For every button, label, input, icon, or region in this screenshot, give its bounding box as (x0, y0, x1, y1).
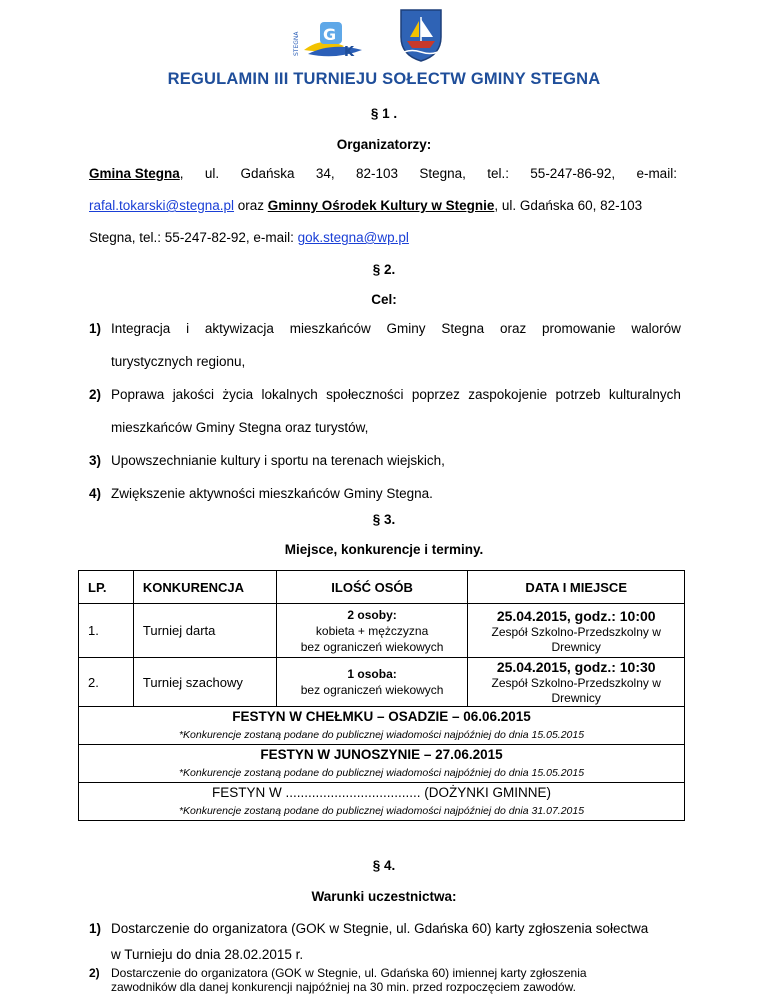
th-lp: LP. (79, 571, 134, 604)
item-continuation: turystycznych regionu, (111, 354, 246, 369)
item-number: 2) (89, 387, 102, 402)
cell-data-miejsce: 25.04.2015, godz.: 10:30 Zespół Szkolno-Przedszkolny w Drewnicy (468, 658, 685, 707)
address-tail: , ul. Gdańska 60, 82-103 (494, 198, 643, 213)
organizers-line-2 (89, 198, 689, 213)
festyn-cell (79, 707, 685, 745)
competitions-table (78, 570, 685, 821)
th-data-miejsce: DATA I MIEJSCE (468, 571, 685, 604)
festyn-cell (79, 783, 685, 821)
email-link-tokarski[interactable]: rafal.tokarski@stegna.pl (89, 198, 235, 213)
cell-ilosc: 1 osoba: bez ograniczeń wiekowych (276, 658, 468, 707)
item-text: Upowszechnianie kultury i sportu na terenach wiejskich, (111, 453, 445, 468)
item-number: 4) (89, 486, 102, 501)
festyn-note: *Konkurencje zostaną podane do publicznej wiadomości najpóźniej do dnia 31.07.2015 (178, 805, 585, 817)
goal-item-1: 1) Integracja i aktywizacja mieszkańców Gminy Stegna oraz promowanie walorów turystycznych regionu, (89, 312, 681, 378)
festyn-row (79, 745, 685, 783)
festyn-note: *Konkurencje zostaną podane do publicznej wiadomości najpóźniej do dnia 15.05.2015 (178, 767, 585, 779)
section-4-subtitle: Warunki uczestnictwa: (311, 889, 457, 904)
festyn-row (79, 783, 685, 821)
header-logos (0, 4, 768, 66)
contact-text: Stegna, tel.: 55-247-82-92, e-mail: (89, 230, 298, 245)
cell-konkurencja: Turniej szachowy (133, 658, 276, 707)
section-1-header: § 1 . (370, 106, 398, 121)
item-text: Dostarczenie do organizatora (GOK w Stegnie, ul. Gdańska 60) karty zgłoszenia sołectwa (111, 921, 649, 936)
stegna-coat-of-arms (398, 7, 444, 63)
svg-text:K: K (344, 45, 355, 60)
goal-item-4 (89, 477, 681, 510)
festyn-note: *Konkurencje zostaną podane do publicznej wiadomości najpóźniej do dnia 15.05.2015 (178, 729, 585, 741)
word: 82-103 (355, 166, 398, 181)
item-number: 2) (89, 966, 100, 980)
item-number: 1) (89, 321, 102, 336)
section-1-subtitle: Organizatorzy: (336, 137, 432, 152)
word: oraz (234, 198, 268, 213)
cell-lp: 1. (79, 604, 134, 658)
document-title: REGULAMIN III TURNIEJU SOŁECTW GMINY STEGNA (167, 70, 601, 88)
cell-data-miejsce: 25.04.2015, godz.: 10:00 Zespół Szkolno-Przedszkolny w Drewnicy (468, 604, 685, 658)
section-4-header: § 4. (372, 858, 396, 873)
word: 55-247-86-92, (530, 166, 616, 181)
item-number: 3) (89, 453, 102, 468)
email-link-gok[interactable]: gok.stegna@wp.pl (297, 230, 409, 245)
festyn-row (79, 707, 685, 745)
condition-item-1-cont (89, 942, 681, 968)
item-text: Dostarczenie do organizatora (GOK w Stegnie, ul. Gdańska 60) imiennej karty zgłoszenia (111, 966, 587, 980)
organizers-line-3 (89, 230, 679, 245)
cell-lp: 2. (79, 658, 134, 707)
item-continuation: mieszkańców Gminy Stegna oraz turystów, (111, 420, 369, 435)
word: e-mail: (636, 166, 677, 181)
word: ul. (204, 166, 220, 181)
item-continuation: zawodników dla danej konkurencji najpóźniej na 30 min. przed rozpoczęciem zawodów. (111, 980, 576, 994)
item-text: Zwiększenie aktywności mieszkańców Gminy Stegna. (111, 486, 433, 501)
word: Stegna, (419, 166, 466, 181)
festyn-name: FESTYN W JUNOSZYNIE – 27.06.2015 (260, 747, 503, 762)
condition-item-1 (89, 916, 681, 942)
table-row (79, 658, 685, 707)
section-3-header: § 3. (372, 512, 396, 527)
festyn-name: FESTYN W .................................... (DOŻYNKI GMINNE) (211, 785, 552, 800)
goal-item-3-content (89, 444, 681, 477)
festyn-name: FESTYN W CHEŁMKU – OSADZIE – 06.06.2015 (232, 709, 531, 724)
gok-logo (292, 16, 372, 62)
goal-item-2-content: 2) Poprawa jakości życia lokalnych społeczności poprzez zaspokojenie potrzeb kulturalnych mieszkańców Gminy Stegna oraz turystów, (89, 378, 681, 444)
cell-konkurencja: Turniej darta (133, 604, 276, 658)
festyn-cell (79, 745, 685, 783)
gok-side-text: STEGNA (293, 31, 300, 56)
th-konkurencja: KONKURENCJA (133, 571, 276, 604)
th-ilosc-osob: ILOŚĆ OSÓB (276, 571, 468, 604)
item-continuation: w Turnieju do dnia 28.02.2015 r. (111, 947, 304, 962)
word: Gdańska (240, 166, 295, 181)
word: 34, (315, 166, 335, 181)
condition-item-2 (89, 966, 681, 994)
cell-ilosc: 2 osoby: kobieta + mężczyzna bez ograniczeń wiekowych (276, 604, 468, 658)
table-header-row (79, 571, 685, 604)
gok-name: Gminny Ośrodek Kultury w Stegnie (267, 198, 495, 213)
table-row (79, 604, 685, 658)
section-2-subtitle: Cel: (371, 292, 397, 307)
svg-text:G: G (323, 25, 337, 44)
word: tel.: (487, 166, 509, 181)
section-2-header: § 2. (372, 262, 396, 277)
organizers-line-1 (89, 166, 677, 181)
section-3-subtitle: Miejsce, konkurencje i terminy. (284, 542, 484, 557)
item-number: 1) (89, 921, 102, 936)
gmina-stegna: Gmina Stegna, (89, 166, 184, 181)
